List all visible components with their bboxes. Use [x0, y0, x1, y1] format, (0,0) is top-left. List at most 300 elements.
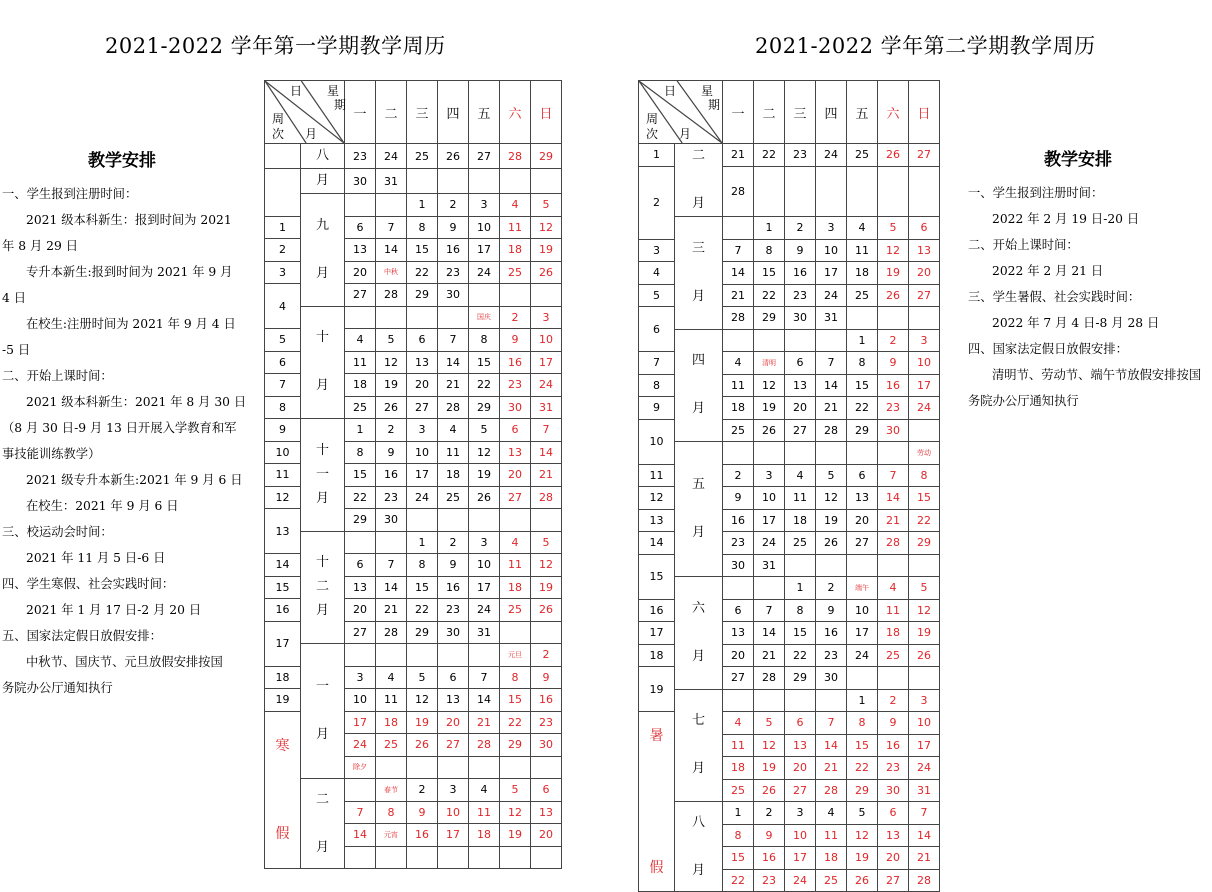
day-cell: 24: [345, 734, 376, 757]
day-cell: 16: [531, 689, 562, 712]
week-number-cell: 17: [265, 621, 301, 666]
day-cell: [531, 509, 562, 532]
day-cell: 2: [438, 531, 469, 554]
day-cell: 31: [469, 621, 500, 644]
day-cell: 29: [407, 284, 438, 307]
day-cell: 5: [909, 577, 940, 600]
day-cell: 13: [407, 351, 438, 374]
week-number-cell: 13: [639, 509, 675, 532]
note-line: 四、学生寒假、社会实践时间：: [2, 577, 175, 591]
month-label-cell: 十 月: [301, 306, 345, 419]
day-cell: 2: [407, 779, 438, 802]
day-cell: 12: [909, 599, 940, 622]
note-line: 2021 级本科新生：2021 年 8 月 30 日: [26, 395, 247, 409]
day-cell: 10: [909, 352, 940, 375]
day-cell: 28: [816, 779, 847, 802]
day-cell: 7: [909, 802, 940, 825]
day-cell: [469, 509, 500, 532]
corner-label-week_a: 星: [701, 84, 714, 98]
day-cell: [909, 307, 940, 330]
note-line: 二、开始上课时间：: [2, 369, 113, 383]
day-cell: 13: [909, 239, 940, 262]
day-cell: 6: [345, 216, 376, 239]
day-cell: 25: [816, 869, 847, 892]
weekday-header: 六: [500, 81, 531, 144]
day-cell: 28: [376, 621, 407, 644]
day-cell: 24: [469, 599, 500, 622]
day-cell: 28: [376, 284, 407, 307]
day-cell: 4: [438, 419, 469, 442]
day-cell: 19: [909, 622, 940, 645]
day-cell: 27: [345, 284, 376, 307]
day-cell: 16: [438, 239, 469, 262]
month-label-cell: 一 月: [301, 644, 345, 779]
day-cell: 9: [438, 216, 469, 239]
day-cell: 25: [723, 779, 754, 802]
day-cell: 22: [785, 644, 816, 667]
day-cell: 18: [345, 374, 376, 397]
weekday-header: 二: [376, 81, 407, 144]
day-cell: [816, 689, 847, 712]
day-cell: 1: [407, 531, 438, 554]
day-cell: 5: [878, 217, 909, 240]
day-cell: 16: [376, 464, 407, 487]
day-cell: 17: [469, 239, 500, 262]
week-number-cell: 18: [639, 644, 675, 667]
day-cell: 7: [345, 801, 376, 824]
day-cell: 14: [531, 441, 562, 464]
day-cell: [345, 644, 376, 667]
day-cell: 28: [469, 734, 500, 757]
day-cell: 10: [785, 824, 816, 847]
day-cell: 14: [723, 262, 754, 285]
week-number-cell: 10: [639, 419, 675, 464]
note-line: 年 8 月 29 日: [2, 239, 78, 253]
note-line: 专升本新生:报到时间为 2021 年 9 月: [26, 265, 233, 279]
day-cell: [469, 284, 500, 307]
note-line: 三、校运动会时间：: [2, 525, 113, 539]
day-cell: 23: [438, 599, 469, 622]
day-cell: 31: [816, 307, 847, 330]
day-cell: 17: [469, 576, 500, 599]
month-label-cell: 二 月: [675, 144, 723, 217]
day-cell: 8: [407, 554, 438, 577]
day-cell: 30: [500, 396, 531, 419]
day-cell: 20: [345, 261, 376, 284]
day-cell: [847, 307, 878, 330]
day-cell: 1: [847, 689, 878, 712]
day-cell: 10: [438, 801, 469, 824]
day-cell: 19: [531, 576, 562, 599]
day-cell: 13: [531, 801, 562, 824]
day-cell: 29: [531, 144, 562, 169]
day-cell: [847, 166, 878, 217]
day-cell: [723, 329, 754, 352]
day-cell: 20: [878, 847, 909, 870]
day-cell: 27: [909, 144, 940, 167]
day-cell: 5: [376, 329, 407, 352]
day-cell: [345, 846, 376, 869]
day-cell: 23: [754, 869, 785, 892]
day-cell: 8: [847, 352, 878, 375]
day-cell: 25: [500, 261, 531, 284]
day-cell: 6: [531, 779, 562, 802]
day-cell: [500, 169, 531, 194]
day-cell: 10: [469, 554, 500, 577]
day-cell: 7: [816, 352, 847, 375]
day-cell: 26: [909, 644, 940, 667]
day-cell: 9: [438, 554, 469, 577]
month-label-cell: 四 月: [675, 329, 723, 442]
day-cell: [909, 667, 940, 690]
day-cell: [469, 846, 500, 869]
calendar-row: [265, 306, 562, 329]
day-cell: 21: [469, 711, 500, 734]
day-cell: 6: [785, 352, 816, 375]
corner-label-week_a: 星: [327, 84, 340, 98]
day-cell: 9: [376, 441, 407, 464]
day-cell: 19: [878, 262, 909, 285]
day-cell: 22: [754, 144, 785, 167]
holiday-cell: 元旦: [500, 644, 531, 667]
week-number-cell: 4: [639, 262, 675, 285]
day-cell: 8: [345, 441, 376, 464]
day-cell: [469, 644, 500, 667]
day-cell: 22: [345, 486, 376, 509]
month-label-cell: 三 月: [675, 217, 723, 330]
day-cell: 31: [754, 554, 785, 577]
day-cell: 26: [847, 869, 878, 892]
day-cell: 6: [345, 554, 376, 577]
day-cell: 24: [531, 374, 562, 397]
day-cell: 12: [878, 239, 909, 262]
day-cell: 12: [500, 801, 531, 824]
week-number-cell: 15: [639, 554, 675, 599]
day-cell: 3: [909, 689, 940, 712]
calendar-row: [265, 144, 562, 169]
week-number-cell: 16: [639, 599, 675, 622]
day-cell: 27: [345, 621, 376, 644]
day-cell: 19: [754, 397, 785, 420]
day-cell: 3: [531, 306, 562, 329]
week-number-cell: 4: [265, 284, 301, 329]
day-cell: 27: [909, 284, 940, 307]
day-cell: 29: [469, 396, 500, 419]
week-number-cell: 6: [639, 307, 675, 352]
day-cell: 28: [816, 419, 847, 442]
day-cell: 24: [909, 757, 940, 780]
day-cell: 10: [469, 216, 500, 239]
day-cell: 4: [500, 531, 531, 554]
day-cell: 7: [816, 712, 847, 735]
day-cell: 6: [847, 464, 878, 487]
day-cell: [785, 329, 816, 352]
day-cell: [500, 284, 531, 307]
term1-calendar-table: [264, 80, 562, 869]
day-cell: 22: [909, 509, 940, 532]
day-cell: 3: [816, 217, 847, 240]
day-cell: 2: [438, 194, 469, 217]
day-cell: 1: [847, 329, 878, 352]
day-cell: [847, 667, 878, 690]
day-cell: 25: [438, 486, 469, 509]
day-cell: 11: [723, 734, 754, 757]
day-cell: 27: [500, 486, 531, 509]
day-cell: 7: [376, 216, 407, 239]
calendar-row: [639, 144, 940, 167]
day-cell: 4: [723, 352, 754, 375]
day-cell: 24: [469, 261, 500, 284]
day-cell: 20: [909, 262, 940, 285]
day-cell: 15: [469, 351, 500, 374]
day-cell: 26: [469, 486, 500, 509]
day-cell: [500, 621, 531, 644]
weekday-header: 三: [785, 81, 816, 144]
day-cell: 7: [878, 464, 909, 487]
calendar-row: [265, 169, 562, 194]
day-cell: 15: [723, 847, 754, 870]
week-number-cell: 3: [265, 261, 301, 284]
day-cell: 29: [847, 779, 878, 802]
month-label-cell: 十 一 月: [301, 419, 345, 532]
day-cell: 25: [847, 144, 878, 167]
note-line: 清明节、劳动节、端午节放假安排按国: [992, 368, 1202, 382]
day-cell: 11: [878, 599, 909, 622]
day-cell: [785, 554, 816, 577]
day-cell: 20: [531, 824, 562, 847]
weekday-header: 五: [469, 81, 500, 144]
week-number-cell: 2: [265, 239, 301, 262]
day-cell: [785, 689, 816, 712]
day-cell: 26: [754, 419, 785, 442]
day-cell: 16: [438, 576, 469, 599]
day-cell: 11: [500, 554, 531, 577]
day-cell: 2: [816, 577, 847, 600]
day-cell: 9: [500, 329, 531, 352]
day-cell: 10: [909, 712, 940, 735]
day-cell: 1: [754, 217, 785, 240]
day-cell: 17: [531, 351, 562, 374]
day-cell: 4: [847, 217, 878, 240]
day-cell: 8: [754, 239, 785, 262]
day-cell: 28: [500, 144, 531, 169]
day-cell: [878, 554, 909, 577]
week-number-cell: [265, 144, 301, 169]
day-cell: 15: [407, 576, 438, 599]
day-cell: 9: [878, 712, 909, 735]
note-line: 一、学生报到注册时间：: [968, 186, 1104, 200]
day-cell: 4: [816, 802, 847, 825]
day-cell: 22: [847, 397, 878, 420]
day-cell: 8: [847, 712, 878, 735]
day-cell: 18: [376, 711, 407, 734]
day-cell: 19: [500, 824, 531, 847]
day-cell: 20: [407, 374, 438, 397]
day-cell: 11: [469, 801, 500, 824]
note-line: 一、学生报到注册时间：: [2, 187, 138, 201]
day-cell: 4: [785, 464, 816, 487]
week-number-cell: 18: [265, 666, 301, 689]
day-cell: [816, 554, 847, 577]
day-cell: 13: [878, 824, 909, 847]
day-cell: 4: [878, 577, 909, 600]
week-number-cell: 15: [265, 576, 301, 599]
day-cell: [407, 644, 438, 667]
day-cell: 27: [785, 419, 816, 442]
day-cell: 15: [847, 734, 878, 757]
holiday-cell: 除夕: [345, 756, 376, 779]
calendar-row: [639, 329, 940, 352]
day-cell: 14: [469, 689, 500, 712]
day-cell: 26: [878, 284, 909, 307]
day-cell: 12: [407, 689, 438, 712]
corner-label-week_b: 期: [708, 98, 721, 112]
week-number-cell: 11: [639, 464, 675, 487]
weekday-header: 一: [345, 81, 376, 144]
day-cell: 3: [438, 779, 469, 802]
day-cell: 24: [407, 486, 438, 509]
day-cell: 17: [438, 824, 469, 847]
calendar-row: [639, 577, 940, 600]
day-cell: [754, 166, 785, 217]
day-cell: 12: [754, 374, 785, 397]
day-cell: 4: [500, 194, 531, 217]
day-cell: 3: [345, 666, 376, 689]
week-number-cell: 3: [639, 239, 675, 262]
vacation-label: 暑 假: [639, 712, 675, 892]
day-cell: 23: [878, 757, 909, 780]
day-cell: 31: [376, 169, 407, 194]
holiday-cell: 春节: [376, 779, 407, 802]
day-cell: 7: [469, 666, 500, 689]
day-cell: 9: [407, 801, 438, 824]
day-cell: 15: [754, 262, 785, 285]
day-cell: 26: [816, 532, 847, 555]
day-cell: 20: [500, 464, 531, 487]
day-cell: 26: [754, 779, 785, 802]
day-cell: 23: [878, 397, 909, 420]
day-cell: [500, 846, 531, 869]
day-cell: 21: [438, 374, 469, 397]
day-cell: [878, 166, 909, 217]
day-cell: 4: [345, 329, 376, 352]
day-cell: 14: [345, 824, 376, 847]
term2-teaching-notes: [968, 147, 1212, 414]
day-cell: 17: [754, 509, 785, 532]
note-line: 三、学生暑假、社会实践时间：: [968, 290, 1141, 304]
note-line: 2021 级本科新生：报到时间为 2021: [26, 213, 232, 227]
day-cell: 27: [407, 396, 438, 419]
day-cell: 20: [345, 599, 376, 622]
day-cell: 16: [785, 262, 816, 285]
holiday-cell: 清明: [754, 352, 785, 375]
day-cell: 11: [723, 374, 754, 397]
day-cell: 1: [345, 419, 376, 442]
day-cell: [345, 779, 376, 802]
week-number-cell: 12: [639, 487, 675, 510]
day-cell: 12: [816, 487, 847, 510]
day-cell: 30: [438, 284, 469, 307]
day-cell: 15: [407, 239, 438, 262]
term1-title: 2021-2022 学年第一学期教学周历: [105, 34, 446, 58]
note-line: 2021 年 1 月 17 日-2 月 20 日: [26, 603, 202, 617]
day-cell: 18: [723, 397, 754, 420]
day-cell: 12: [754, 734, 785, 757]
day-cell: 28: [723, 166, 754, 217]
day-cell: 27: [438, 734, 469, 757]
day-cell: 21: [816, 757, 847, 780]
day-cell: [531, 621, 562, 644]
day-cell: 24: [785, 869, 816, 892]
day-cell: 20: [785, 757, 816, 780]
day-cell: 2: [723, 464, 754, 487]
day-cell: 30: [878, 779, 909, 802]
day-cell: 1: [785, 577, 816, 600]
month-label-cell: 九 月: [301, 194, 345, 307]
notes-heading: 教学安排: [88, 151, 156, 171]
day-cell: 23: [531, 711, 562, 734]
note-line: 务院办公厅通知执行: [968, 394, 1079, 408]
day-cell: [345, 531, 376, 554]
day-cell: [816, 166, 847, 217]
day-cell: 24: [754, 532, 785, 555]
day-cell: 13: [500, 441, 531, 464]
week-number-cell: 2: [639, 166, 675, 239]
day-cell: 5: [754, 712, 785, 735]
term2-calendar-table: [638, 80, 940, 892]
week-number-cell: 9: [265, 419, 301, 442]
note-line: 在校生:注册时间为 2021 年 9 月 4 日: [26, 317, 236, 331]
day-cell: [345, 194, 376, 217]
day-cell: 26: [407, 734, 438, 757]
note-line: 2022 年 7 月 4 日-8 月 28 日: [992, 316, 1160, 330]
week-number-cell: 1: [639, 144, 675, 167]
day-cell: 22: [723, 869, 754, 892]
day-cell: 26: [376, 396, 407, 419]
day-cell: 12: [531, 554, 562, 577]
day-cell: 10: [531, 329, 562, 352]
day-cell: 19: [407, 711, 438, 734]
day-cell: 18: [785, 509, 816, 532]
day-cell: 18: [847, 262, 878, 285]
calendar-row: [639, 689, 940, 712]
week-number-cell: 6: [265, 351, 301, 374]
day-cell: 6: [785, 712, 816, 735]
day-cell: [376, 306, 407, 329]
note-line: 中秋节、国庆节、元旦放假安排按国: [26, 655, 223, 669]
day-cell: 17: [847, 622, 878, 645]
weekday-header: 二: [754, 81, 785, 144]
day-cell: 9: [785, 239, 816, 262]
day-cell: 25: [500, 599, 531, 622]
day-cell: 7: [376, 554, 407, 577]
day-cell: 29: [500, 734, 531, 757]
day-cell: [407, 756, 438, 779]
day-cell: 2: [500, 306, 531, 329]
day-cell: 1: [723, 802, 754, 825]
note-line: 2022 年 2 月 19 日-20 日: [992, 212, 1140, 226]
day-cell: [816, 329, 847, 352]
day-cell: 17: [785, 847, 816, 870]
day-cell: 6: [500, 419, 531, 442]
day-cell: [816, 442, 847, 465]
day-cell: 7: [723, 239, 754, 262]
note-line: （8 月 30 日-9 月 13 日开展入学教育和军: [2, 421, 237, 435]
day-cell: 21: [723, 284, 754, 307]
day-cell: 9: [754, 824, 785, 847]
month-label-cell: 十 二 月: [301, 531, 345, 644]
day-cell: [754, 577, 785, 600]
